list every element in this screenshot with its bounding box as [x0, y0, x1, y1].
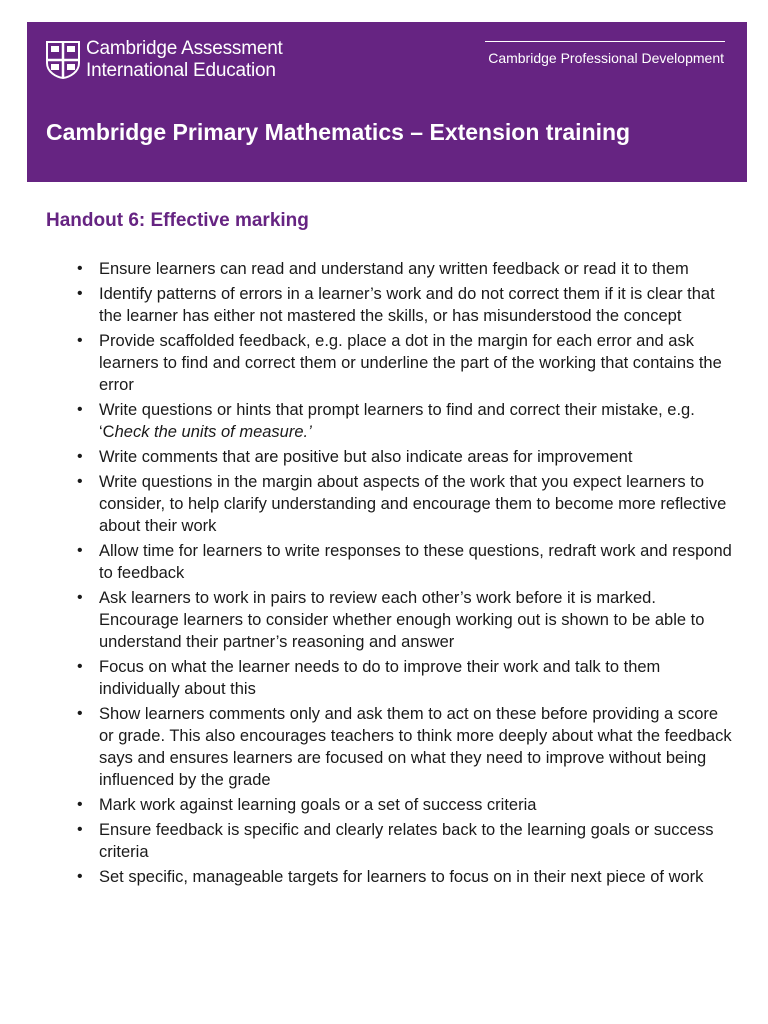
list-item-text: Show learners comments only and ask them to act on these before providing a score or grade. This also encourages teachers to think more deeply about what the feedback says and ensures learners are focused on what they need to improve without being influenced by the grade: [99, 705, 732, 789]
list-item-text: Provide scaffolded feedback, e.g. place a dot in the margin for each error and ask learners to find and correct them or underline the part of the working that contains the error: [99, 332, 722, 394]
bullet-icon: •: [77, 401, 83, 418]
header-divider: [485, 41, 725, 42]
list-item-text: Mark work against learning goals or a set of success criteria: [99, 796, 537, 814]
list-item: [46, 446, 736, 468]
list-item-text: Ensure learners can read and understand any written feedback or read it to them: [99, 260, 689, 278]
brand-name-line-1: Cambridge Assessment: [86, 38, 283, 59]
header-banner: [27, 22, 747, 182]
list-item: [46, 399, 736, 443]
bullet-icon: •: [77, 448, 83, 465]
bullet-icon: •: [77, 260, 83, 277]
list-item-text: Ask learners to work in pairs to review each other’s work before it is marked. Encourage learners to consider whether enough working out is shown to be able to understand their partner’s reasoning and answer: [99, 589, 705, 651]
list-item-text: Set specific, manageable targets for learners to focus on in their next piece of work: [99, 868, 704, 886]
list-item: [46, 866, 736, 888]
bullet-icon: •: [77, 473, 83, 490]
list-item: [46, 819, 736, 863]
list-item: [46, 794, 736, 816]
handout-title: Handout 6: Effective marking: [46, 210, 309, 231]
list-item: [46, 471, 736, 537]
list-item-text: Write comments that are positive but also indicate areas for improvement: [99, 448, 633, 466]
list-item-text: Ensure feedback is specific and clearly relates back to the learning goals or success criteria: [99, 821, 714, 861]
list-item-text: Focus on what the learner needs to do to improve their work and talk to them individually about this: [99, 658, 661, 698]
list-item-italic-text: heck the units of measure.’: [114, 423, 312, 441]
list-item-text: Allow time for learners to write responses to these questions, redraft work and respond to feedback: [99, 542, 732, 582]
list-item: [46, 283, 736, 327]
list-item: [46, 330, 736, 396]
bullet-icon: •: [77, 542, 83, 559]
list-item: [46, 258, 736, 280]
bullet-icon: •: [77, 796, 83, 813]
bullet-icon: •: [77, 285, 83, 302]
list-item: [46, 587, 736, 653]
bullet-icon: •: [77, 705, 83, 722]
list-item-text: Write questions in the margin about aspects of the work that you expect learners to consider, to help clarify understanding and encourage them to become more reflective about their work: [99, 473, 727, 535]
list-item: [46, 703, 736, 791]
list-item-text: Identify patterns of errors in a learner’s work and do not correct them if it is clear that the learner has either not mastered the skills, or has misunderstood the concept: [99, 285, 715, 325]
bullet-icon: •: [77, 589, 83, 606]
brand-name-line-2: International Education: [86, 60, 276, 81]
page-title: Cambridge Primary Mathematics – Extension training: [46, 119, 631, 145]
bullet-list: [46, 258, 736, 891]
cambridge-crest-icon: [46, 41, 80, 79]
bullet-icon: •: [77, 658, 83, 675]
header-tagline: Cambridge Professional Development: [488, 50, 724, 66]
bullet-icon: •: [77, 332, 83, 349]
list-item-text: Write questions or hints that prompt learners to find and correct their mistake, e.g. ‘C: [99, 401, 695, 441]
list-item: [46, 656, 736, 700]
bullet-icon: •: [77, 821, 83, 838]
bullet-icon: •: [77, 868, 83, 885]
list-item: [46, 540, 736, 584]
